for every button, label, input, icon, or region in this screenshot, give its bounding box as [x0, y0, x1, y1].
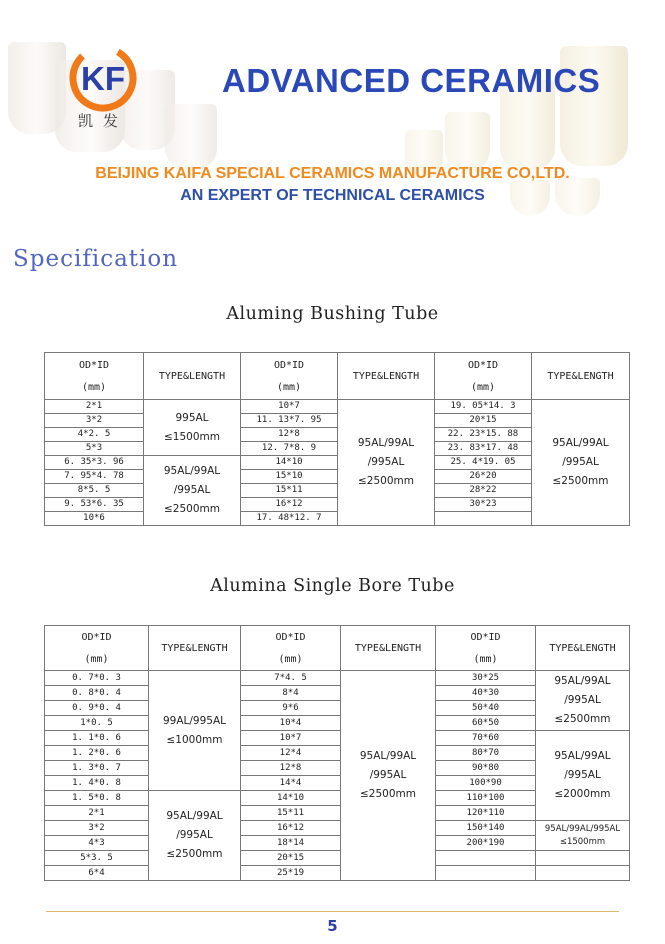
od-cell: 12. 7*8. 9 [241, 442, 338, 456]
od-cell: 12*8 [241, 428, 338, 442]
header-od-id: OD*ID (mm) [436, 626, 536, 671]
table1-title: Aluming Bushing Tube [226, 304, 439, 324]
table-row [45, 731, 630, 746]
od-cell: 14*10 [241, 456, 338, 470]
header-type-length: TYPE&LENGTH [341, 626, 436, 671]
od-cell: 28*22 [435, 484, 532, 498]
type-length-cell: 995AL ≤1500mm [144, 400, 241, 456]
od-cell: 40*30 [436, 686, 536, 701]
od-cell: 15*11 [241, 806, 341, 821]
type-length-cell: 95AL/99AL /995AL ≤2500mm [532, 400, 630, 526]
company-name: BEIJING KAIFA SPECIAL CERAMICS MANUFACTURE CO,LTD. [95, 165, 570, 182]
od-cell: 18*14 [241, 836, 341, 851]
od-cell: 15*11 [241, 484, 338, 498]
od-cell: 10*7 [241, 400, 338, 414]
type-length-cell: 95AL/99AL /995AL ≤2000mm [536, 731, 630, 821]
table-row [45, 400, 630, 414]
od-cell: 10*4 [241, 716, 341, 731]
od-cell: 90*80 [436, 761, 536, 776]
od-cell: 4*3 [45, 836, 149, 851]
od-cell: 22. 23*15. 88 [435, 428, 532, 442]
page-headline: ADVANCED CERAMICS [222, 62, 601, 99]
od-cell: 3*2 [45, 821, 149, 836]
header-type-length: TYPE&LENGTH [149, 626, 241, 671]
od-cell: 0. 8*0. 4 [45, 686, 149, 701]
table-row [45, 851, 630, 866]
od-cell: 30*23 [435, 498, 532, 512]
od-cell: 110*100 [436, 791, 536, 806]
od-cell: 1. 1*0. 6 [45, 731, 149, 746]
od-cell: 16*12 [241, 498, 338, 512]
page-number: 5 [327, 917, 338, 935]
od-cell: 15*10 [241, 470, 338, 484]
empty-cell [536, 851, 630, 866]
crucible-image [165, 104, 217, 170]
section-title: Specification [13, 246, 179, 272]
od-cell: 10*7 [241, 731, 341, 746]
crucible-image [445, 112, 490, 172]
od-cell: 3*2 [45, 414, 144, 428]
od-cell: 80*70 [436, 746, 536, 761]
bushing-tube-table [44, 352, 630, 526]
od-cell [435, 512, 532, 526]
od-cell: 12*4 [241, 746, 341, 761]
od-cell: 1. 4*0. 8 [45, 776, 149, 791]
company-tagline: AN EXPERT OF TECHNICAL CERAMICS [180, 187, 485, 204]
od-cell: 25. 4*19. 05 [435, 456, 532, 470]
od-cell: 6. 35*3. 96 [45, 456, 144, 470]
od-cell: 14*10 [241, 791, 341, 806]
header-od-id: OD*ID (mm) [435, 353, 532, 400]
od-cell: 0. 7*0. 3 [45, 671, 149, 686]
od-cell: 7. 95*4. 78 [45, 470, 144, 484]
od-cell: 5*3 [45, 442, 144, 456]
table2-title: Alumina Single Bore Tube [210, 576, 455, 596]
od-cell: 1. 3*0. 7 [45, 761, 149, 776]
type-length-cell: 95AL/99AL /995AL ≤2500mm [338, 400, 435, 526]
header-type-length: TYPE&LENGTH [536, 626, 630, 671]
od-cell: 4*2. 5 [45, 428, 144, 442]
od-cell: 26*20 [435, 470, 532, 484]
od-cell: 25*19 [241, 866, 341, 881]
logo-chinese-chars: 凯发 [77, 112, 128, 130]
od-cell: 20*15 [241, 851, 341, 866]
od-cell: 20*15 [435, 414, 532, 428]
od-cell: 7*4. 5 [241, 671, 341, 686]
od-cell: 5*3. 5 [45, 851, 149, 866]
od-cell: 9*6 [241, 701, 341, 716]
od-cell: 10*6 [45, 512, 144, 526]
header-od-id: OD*ID (mm) [241, 626, 341, 671]
od-cell [436, 866, 536, 881]
header-type-length: TYPE&LENGTH [144, 353, 241, 400]
od-cell: 1. 5*0. 8 [45, 791, 149, 806]
type-length-cell: 95AL/99AL /995AL ≤2500mm [149, 791, 241, 881]
type-length-cell: 95AL/99AL/995AL ≤1500mm [536, 821, 630, 851]
header-od-id: OD*ID (mm) [45, 353, 144, 400]
logo-text: KF [81, 60, 125, 97]
od-cell: 50*40 [436, 701, 536, 716]
kf-logo-icon [68, 44, 138, 112]
type-length-cell: 95AL/99AL /995AL ≤2500mm [536, 671, 630, 731]
od-cell: 17. 48*12. 7 [241, 512, 338, 526]
od-cell: 0. 9*0. 4 [45, 701, 149, 716]
od-cell: 12*8 [241, 761, 341, 776]
type-length-cell: 95AL/99AL /995AL ≤2500mm [341, 671, 436, 881]
type-length-cell: 95AL/99AL /995AL ≤2500mm [144, 456, 241, 526]
od-cell: 19. 05*14. 3 [435, 400, 532, 414]
od-cell: 150*140 [436, 821, 536, 836]
od-cell: 2*1 [45, 400, 144, 414]
od-cell: 70*60 [436, 731, 536, 746]
footer-divider [46, 911, 619, 912]
od-cell: 9. 53*6. 35 [45, 498, 144, 512]
od-cell: 8*4 [241, 686, 341, 701]
table-row [45, 866, 630, 881]
od-cell: 60*50 [436, 716, 536, 731]
od-cell: 11. 13*7. 95 [241, 414, 338, 428]
table-row [45, 821, 630, 836]
table-row [45, 671, 630, 686]
od-cell: 100*90 [436, 776, 536, 791]
od-cell [436, 851, 536, 866]
single-bore-tube-table [44, 625, 630, 881]
od-cell: 1*0. 5 [45, 716, 149, 731]
od-cell: 1. 2*0. 6 [45, 746, 149, 761]
type-length-cell: 99AL/995AL ≤1000mm [149, 671, 241, 791]
od-cell: 30*25 [436, 671, 536, 686]
od-cell: 2*1 [45, 806, 149, 821]
od-cell: 6*4 [45, 866, 149, 881]
header-type-length: TYPE&LENGTH [338, 353, 435, 400]
od-cell: 23. 83*17. 48 [435, 442, 532, 456]
header-od-id: OD*ID (mm) [45, 626, 149, 671]
od-cell: 200*190 [436, 836, 536, 851]
od-cell: 120*110 [436, 806, 536, 821]
od-cell: 14*4 [241, 776, 341, 791]
header-type-length: TYPE&LENGTH [532, 353, 630, 400]
od-cell: 16*12 [241, 821, 341, 836]
hero-banner [0, 0, 665, 220]
empty-cell [536, 866, 630, 881]
od-cell: 8*5. 5 [45, 484, 144, 498]
header-od-id: OD*ID (mm) [241, 353, 338, 400]
